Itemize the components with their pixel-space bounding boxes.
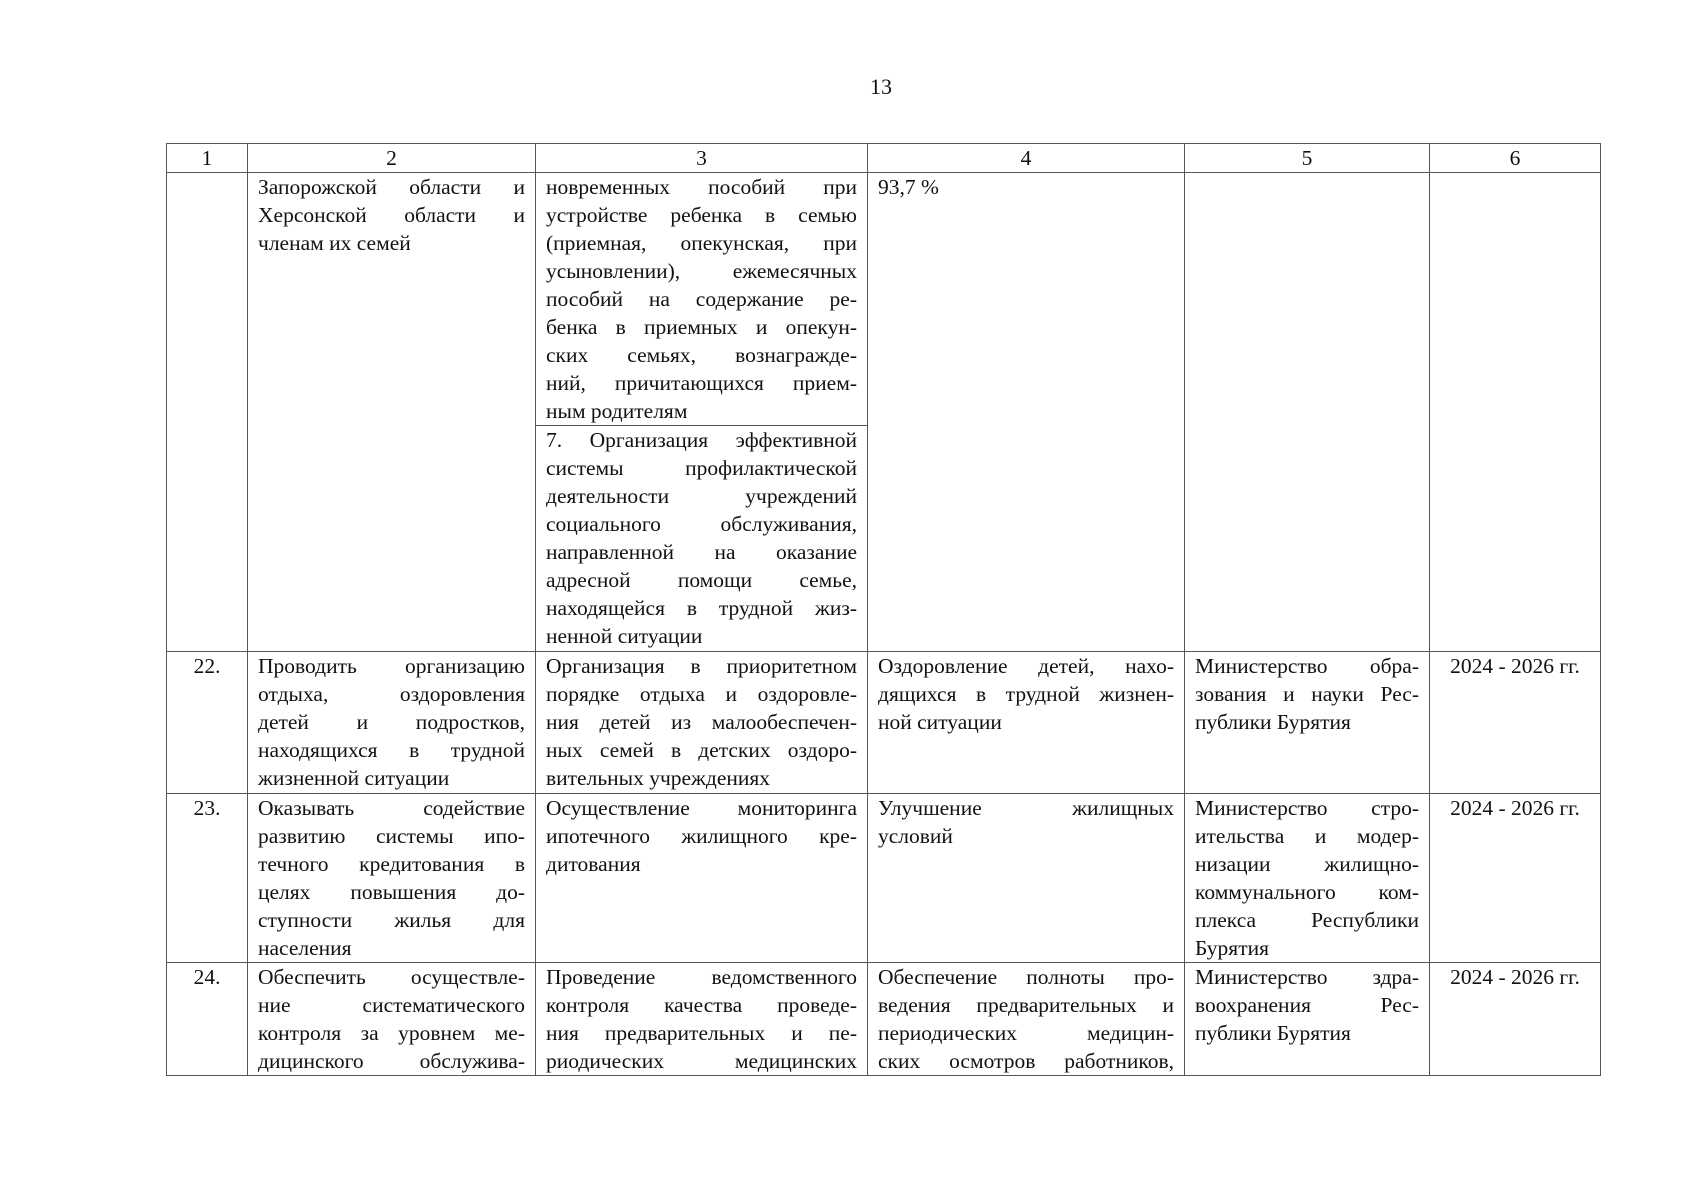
cell-line: жизненной ситуации	[258, 766, 450, 790]
cell-line: публики Бурятия	[1195, 1021, 1351, 1045]
cell-line: условий	[878, 824, 953, 848]
header-cell-2: 2	[248, 144, 536, 173]
responsible-cell	[1185, 794, 1430, 963]
cell-line: ния детей из малообеспечен-	[546, 710, 857, 734]
cell-line: Проведение ведомственного	[546, 965, 857, 989]
page-number: 13	[870, 74, 892, 99]
indicator-cell	[868, 794, 1185, 963]
cont-measure-line: усыновлении), ежемесячных	[546, 259, 857, 283]
period-cell: 2024 - 2026 гг.	[1430, 652, 1601, 794]
cell-line: воохранения Рес-	[1195, 993, 1419, 1017]
indicator-cell	[868, 963, 1185, 1076]
header-cell-3: 3	[536, 144, 868, 173]
table-row	[167, 652, 1601, 794]
cont-measure-line: системы профилактической	[546, 456, 857, 480]
cell-line: отдыха, оздоровления	[258, 682, 525, 706]
header-cell-4: 4	[868, 144, 1185, 173]
cell-line: порядке отдыха и оздоровле-	[546, 682, 857, 706]
cont-measure-line: пособий на содержание ре-	[546, 287, 857, 311]
cont-measure-line: ских семьях, вознагражде-	[546, 343, 857, 367]
header-cell-5: 5	[1185, 144, 1430, 173]
cont-measure-line: (приемная, опекунская, при	[546, 231, 857, 255]
cell-line: дитования	[546, 852, 641, 876]
cell-line: контроля качества проведе-	[546, 993, 857, 1017]
cont-measure-line: направленной на оказание	[546, 540, 857, 564]
cell-line: Оздоровление детей, нахо-	[878, 654, 1174, 678]
indicator-cell	[868, 652, 1185, 794]
table-row	[167, 963, 1601, 1076]
cont-period-cell	[1430, 173, 1601, 652]
cell-line: Министерство стро-	[1195, 796, 1419, 820]
period-cell: 2024 - 2026 гг.	[1430, 794, 1601, 963]
cont-description-cell	[248, 173, 536, 652]
cont-measure-line: находящейся в трудной жиз-	[546, 596, 857, 620]
cell-line: ных семей в детских оздоро-	[546, 738, 857, 762]
cont-measure-7-cell	[536, 426, 868, 652]
header-cell-1: 1	[167, 144, 248, 173]
cell-line: дящихся в трудной жизнен-	[878, 682, 1174, 706]
cell-line: ние систематического	[258, 993, 525, 1017]
cell-line: населения	[258, 936, 352, 960]
cell-line: ной ситуации	[878, 710, 1002, 734]
cell-line: контроля за уровнем ме-	[258, 1021, 525, 1045]
cell-line: Проводить организацию	[258, 654, 525, 678]
cell-line: целях повышения до-	[258, 880, 525, 904]
cell-line: публики Бурятия	[1195, 710, 1351, 734]
cont-description-line: членам их семей	[258, 231, 411, 255]
header-cell-6: 6	[1430, 144, 1601, 173]
cell-line: вительных учреждениях	[546, 766, 771, 790]
cell-line: ступности жилья для	[258, 908, 525, 932]
description-cell	[248, 794, 536, 963]
measures-table	[166, 143, 1601, 1076]
cont-description-line: Запорожской области и	[258, 175, 525, 199]
cell-line: зования и науки Рес-	[1195, 682, 1419, 706]
responsible-cell	[1185, 652, 1430, 794]
cell-line: Улучшение жилищных	[878, 796, 1174, 820]
description-cell	[248, 652, 536, 794]
cont-measure-line: новременных пособий при	[546, 175, 857, 199]
cell-line: плекса Республики	[1195, 908, 1419, 932]
cont-measure-line: ным родителям	[546, 399, 688, 423]
table-header-row	[167, 144, 1601, 173]
cell-line: периодических медицин-	[878, 1021, 1174, 1045]
responsible-cell	[1185, 963, 1430, 1076]
cont-indicator-cell	[868, 173, 1185, 652]
cell-line: Бурятия	[1195, 936, 1269, 960]
period-cell: 2024 - 2026 гг.	[1430, 963, 1601, 1076]
cont-measure-line: ний, причитающихся прием-	[546, 371, 857, 395]
cell-line: Оказывать содействие	[258, 796, 525, 820]
cell-line: Обеспечить осуществле-	[258, 965, 525, 989]
cont-measure-line: ненной ситуации	[546, 624, 703, 648]
cell-line: ведения предварительных и	[878, 993, 1174, 1017]
indicator-value: 93,7 %	[878, 175, 939, 199]
table-row	[167, 794, 1601, 963]
cont-measure-cell	[536, 173, 868, 426]
cell-line: Министерство здра-	[1195, 965, 1419, 989]
cell-line: риодических медицинских	[546, 1049, 857, 1073]
measure-cell	[536, 652, 868, 794]
cell-line: низации жилищно-	[1195, 852, 1419, 876]
cell-line: ипотечного жилищного кре-	[546, 824, 857, 848]
measure-cell	[536, 963, 868, 1076]
cell-line: развитию системы ипо-	[258, 824, 525, 848]
cell-line: ских осмотров работников,	[878, 1049, 1174, 1073]
cell-line: Министерство обра-	[1195, 654, 1419, 678]
cont-measure-line: деятельности учреждений	[546, 484, 857, 508]
table-row-continuation-a	[167, 173, 1601, 426]
cont-measure-line: устройстве ребенка в семью	[546, 203, 857, 227]
cont-measure-line: адресной помощи семье,	[546, 568, 857, 592]
cell-line: Обеспечение полноты про-	[878, 965, 1174, 989]
cell-line: дицинского обслужива-	[258, 1049, 525, 1073]
cell-line: находящихся в трудной	[258, 738, 525, 762]
cell-line: Организация в приоритетном	[546, 654, 857, 678]
cont-description-line: Херсонской области и	[258, 203, 525, 227]
cont-responsible-cell	[1185, 173, 1430, 652]
cell-line: детей и подростков,	[258, 710, 525, 734]
cell-line: ительства и модер-	[1195, 824, 1419, 848]
description-cell	[248, 963, 536, 1076]
cont-number-cell	[167, 173, 248, 652]
row-number: 24.	[167, 963, 248, 1076]
cont-measure-line: 7. Организация эффективной	[546, 428, 857, 452]
cont-measure-line: социального обслуживания,	[546, 512, 857, 536]
cont-measure-line: бенка в приемных и опекун-	[546, 315, 857, 339]
measure-cell	[536, 794, 868, 963]
row-number: 23.	[167, 794, 248, 963]
cell-line: ния предварительных и пе-	[546, 1021, 857, 1045]
cell-line: течного кредитования в	[258, 852, 525, 876]
cell-line: коммунального ком-	[1195, 880, 1419, 904]
cell-line: Осуществление мониторинга	[546, 796, 857, 820]
row-number: 22.	[167, 652, 248, 794]
